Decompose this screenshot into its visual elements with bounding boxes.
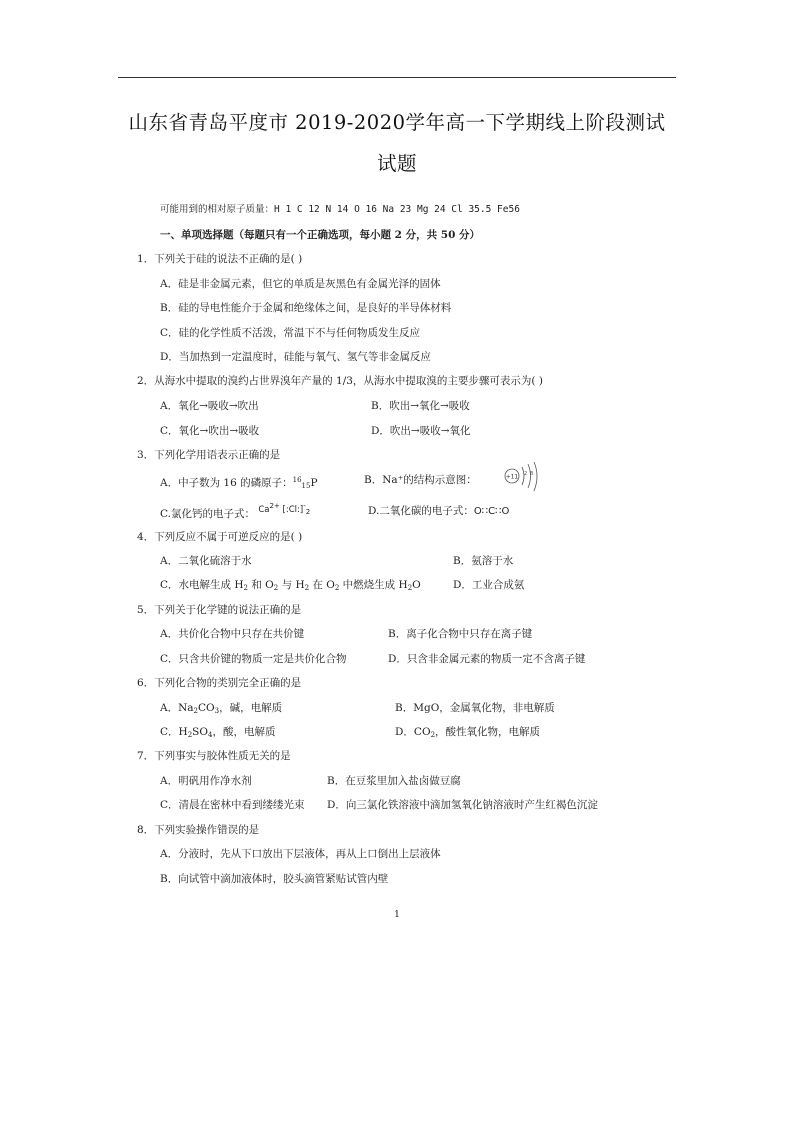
q6-a-part2: CO <box>198 702 215 714</box>
question-6-option-b: B．MgO，金属氧化物，非电解质 <box>395 702 555 714</box>
q3-a-text: A．中子数为 16 的磷原子： <box>160 477 293 489</box>
q6-c-sub1: 2 <box>187 731 193 739</box>
cacl2-electron-formula <box>258 502 311 516</box>
question-6-option-a <box>160 701 282 718</box>
q6-d-part2: ，酸性氧化物，电解质 <box>435 726 541 738</box>
q6-c-part1: C．H <box>160 726 188 738</box>
q6-c-sub2: 4 <box>207 731 213 739</box>
q6-c-part3: ，酸，电解质 <box>212 726 276 738</box>
question-1-option-a: A．硅是非金属元素，但它的单质是灰黑色有金属光泽的固体 <box>160 278 441 290</box>
doc-title-line1: 山东省青岛平度市 2019-2020学年高一下学期线上阶段测试 <box>128 111 666 134</box>
q3-a-symbol: P <box>310 477 318 489</box>
question-5-option-b: B．离子化合物中只存在离子键 <box>388 628 533 640</box>
question-3-stem: 3．下列化学用语表示正确的是 <box>137 449 281 461</box>
header-rule <box>118 77 676 78</box>
question-7-option-d: D．向三氯化铁溶液中滴加氢氧化钠溶液时产生红褐色沉淀 <box>327 799 598 811</box>
question-8-stem: 8．下列实验操作错误的是 <box>137 824 260 836</box>
atomic-masses: 可能用到的相对原子质量：H 1 C 12 N 14 O 16 Na 23 Mg 24 Cl 35.5 Fe56 <box>160 204 520 215</box>
q3-c-anion-sub: 2 <box>305 508 311 516</box>
question-2-option-d: D．吹出→吸收→氧化 <box>371 425 471 437</box>
q4-c-part4: 在 O <box>309 579 335 591</box>
q3-c-text: C.氯化钙的电子式： <box>160 508 255 520</box>
q4-c-sub4: 2 <box>334 584 340 592</box>
page-number: 1 <box>394 910 400 920</box>
question-6-option-d <box>395 725 540 742</box>
q4-c-part2: 和 O <box>248 579 274 591</box>
co2-electron-formula: O∷C∷O <box>473 506 510 517</box>
q3-a-mass: 16 <box>292 476 302 484</box>
question-4-option-c <box>160 578 421 595</box>
question-5-stem: 5．下列关于化学键的说法正确的是 <box>137 604 302 616</box>
q3-d-text: D.二氧化碳的电子式： <box>368 505 474 517</box>
question-5-option-c: C．只含共价键的物质一定是共价化合物 <box>160 653 347 665</box>
question-7-option-a: A．明矾用作净水剂 <box>160 775 252 787</box>
question-1-option-b: B．硅的导电性能介于金属和绝缘体之间，是良好的半导体材料 <box>160 302 452 314</box>
question-1-option-d: D．当加热到一定温度时，硅能与氧气、氢气等非金属反应 <box>160 351 431 363</box>
q3-c-anion-charge: - <box>303 502 306 510</box>
question-2-option-a: A．氧化→吸收→吹出 <box>160 400 259 412</box>
q6-a-part1: A．Na <box>160 702 194 714</box>
q4-c-sub2: 2 <box>273 584 279 592</box>
q6-a-part3: ，碱，电解质 <box>219 702 283 714</box>
question-2-option-b: B．吹出→氧化→吸收 <box>371 400 470 412</box>
q4-c-part3: 与 H <box>278 579 305 591</box>
question-2-stem: 2．从海水中提取的溴约占世界溴年产量的 1/3，从海水中提取溴的主要步骤可表示为( ) <box>137 375 543 387</box>
q4-c-part6: O <box>412 579 421 591</box>
question-4-option-a: A．二氧化硫溶于水 <box>160 555 252 567</box>
question-8-option-b: B．向试管中滴加液体时，胶头滴管紧贴试管内壁 <box>160 873 389 885</box>
question-1-stem: 1．下列关于硅的说法不正确的是( ) <box>137 253 303 265</box>
question-4-stem: 4．下列反应不属于可逆反应的是( ) <box>137 531 303 543</box>
q4-c-sub5: 2 <box>407 584 413 592</box>
q6-a-sub1: 2 <box>193 707 198 715</box>
section-heading: 一、单项选择题（每题只有一个正确选项，每小题 2 分，共 50 分） <box>160 229 481 241</box>
q3-c-cation: Ca <box>258 505 270 515</box>
question-7-option-b: B．在豆浆里加入盐卤做豆腐 <box>327 775 461 787</box>
q3-a-z: 15 <box>301 482 311 490</box>
question-3-option-c <box>160 504 310 524</box>
svg-text:8: 8 <box>530 471 534 477</box>
q6-d-sub: 2 <box>430 731 436 739</box>
question-7-stem: 7．下列事实与胶体性质无关的是 <box>137 750 291 762</box>
svg-text:+11: +11 <box>505 473 519 481</box>
question-7-option-c: C．清晨在密林中看到缕缕光束 <box>160 799 305 811</box>
q6-c-part2: SO <box>192 726 208 738</box>
question-5-option-a: A．共价化合物中只存在共价键 <box>160 628 305 640</box>
q6-a-sub2: 3 <box>214 707 220 715</box>
question-3-option-a <box>160 473 318 493</box>
question-1-option-c: C．硅的化学性质不活泼，常温下不与任何物质发生反应 <box>160 327 421 339</box>
question-6-stem: 6．下列化合物的类别完全正确的是 <box>137 677 302 689</box>
question-4-option-b: B．氨溶于水 <box>453 555 514 567</box>
q4-c-sub3: 2 <box>304 584 310 592</box>
q4-c-part1: C．水电解生成 H <box>160 579 244 591</box>
q4-c-sub1: 2 <box>243 584 248 592</box>
q3-c-anion: [:Cl:] <box>282 505 304 515</box>
na-ion-structure-diagram <box>500 461 544 495</box>
doc-title-line2: 试题 <box>376 152 417 175</box>
question-2-option-c: C．氧化→吹出→吸收 <box>160 425 260 437</box>
q4-c-part5: 中燃烧生成 H <box>339 579 408 591</box>
q3-c-charge: 2+ <box>269 502 280 510</box>
question-8-option-a: A．分液时，先从下口放出下层液体，再从上口倒出上层液体 <box>160 848 441 860</box>
question-3-option-b: B．Na⁺的结构示意图： <box>364 474 477 486</box>
question-5-option-d: D．只含非金属元素的物质一定不含离子键 <box>388 653 586 665</box>
question-3-option-d <box>368 504 509 519</box>
q6-d-part1: D．CO <box>395 726 431 738</box>
question-4-option-d: D．工业合成氨 <box>453 579 525 591</box>
question-6-option-c <box>160 725 275 742</box>
svg-text:2: 2 <box>524 471 528 477</box>
